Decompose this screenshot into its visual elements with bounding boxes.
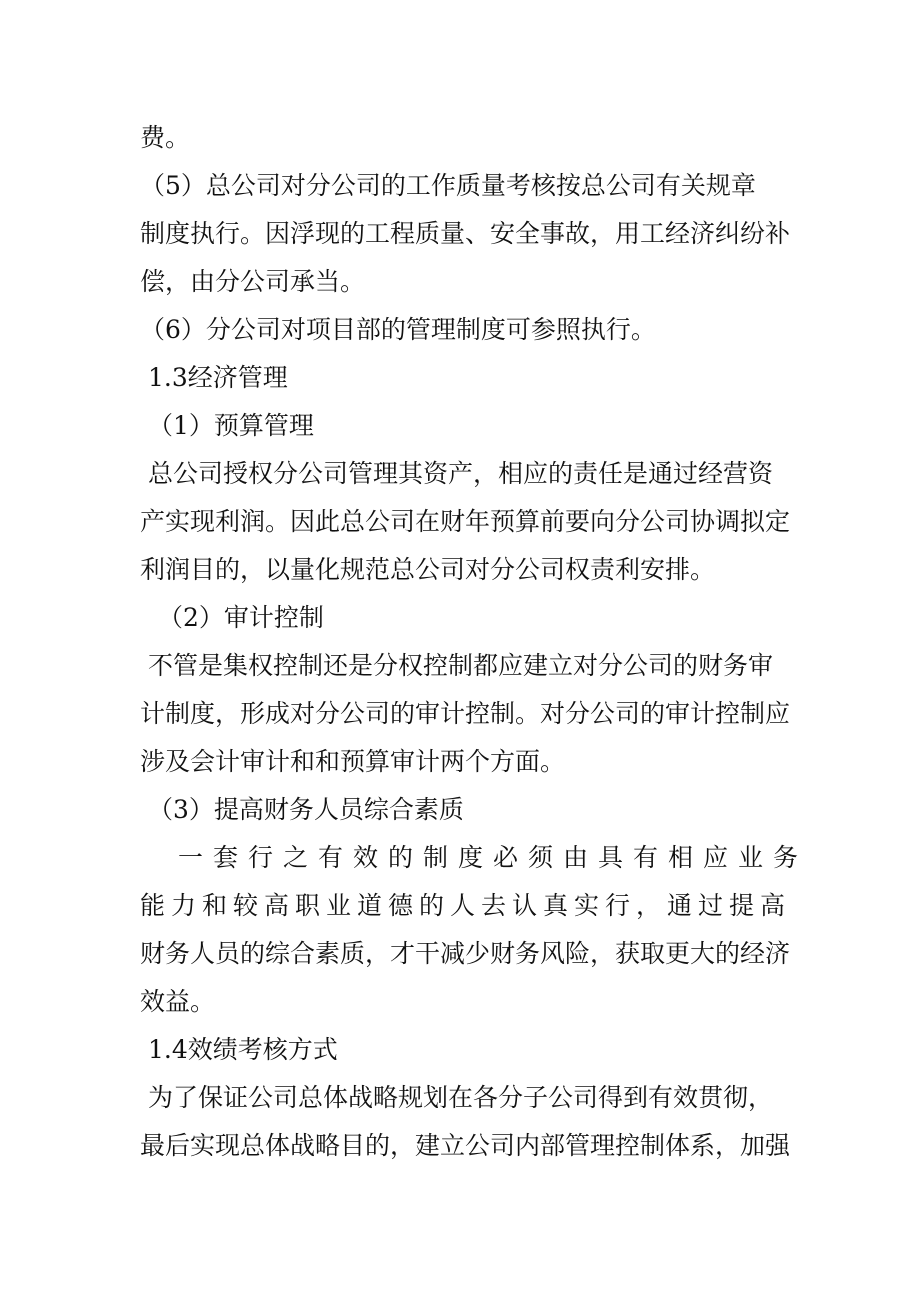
subsection-heading: （2）审计控制 [158, 603, 324, 632]
paragraph-line: 产实现利润。因此总公司在财年预算前要向分公司协调拟定 [140, 507, 791, 536]
paragraph-line: 制度执行。因浮现的工程质量、安全事故，用工经济纠纷补 [140, 219, 791, 248]
paragraph-line: 偿，由分公司承当。 [140, 267, 366, 296]
paragraph-line: 利润目的，以量化规范总公司对分公司权责利安排。 [140, 555, 716, 584]
paragraph-line: 计制度，形成对分公司的审计控制。对分公司的审计控制应 [140, 699, 791, 728]
subsection-heading: （1）预算管理 [148, 411, 314, 440]
paragraph-line: 涉及会计审计和和预算审计两个方面。 [140, 747, 566, 776]
paragraph-line: （6）分公司对项目部的管理制度可参照执行。 [140, 315, 656, 344]
paragraph-line: 效益。 [140, 987, 216, 1016]
paragraph-line: 能力和较高职业道德的人去认真实行，通过提高 [140, 891, 792, 920]
paragraph-line: 财务人员的综合素质，才干减少财务风险，获取更大的经济 [140, 939, 791, 968]
section-heading: 1.3经济管理 [148, 363, 288, 392]
paragraph-line: 不管是集权控制还是分权控制都应建立对分公司的财务审 [148, 651, 774, 680]
paragraph-line: 最后实现总体战略目的，建立公司内部管理控制体系，加强 [140, 1131, 791, 1160]
paragraph-line: （5）总公司对分公司的工作质量考核按总公司有关规章 [140, 171, 756, 200]
paragraph-line: 费。 [140, 123, 191, 152]
paragraph-line: 总公司授权分公司管理其资产，相应的责任是通过经营资 [148, 459, 774, 488]
paragraph-line: 为了保证公司总体战略规划在各分子公司得到有效贯彻， [148, 1083, 774, 1112]
section-heading: 1.4效绩考核方式 [148, 1035, 338, 1064]
paragraph-line: 一套行之有效的制度必须由具有相应业务 [178, 843, 809, 872]
subsection-heading: （3）提高财务人员综合素质 [148, 795, 464, 824]
